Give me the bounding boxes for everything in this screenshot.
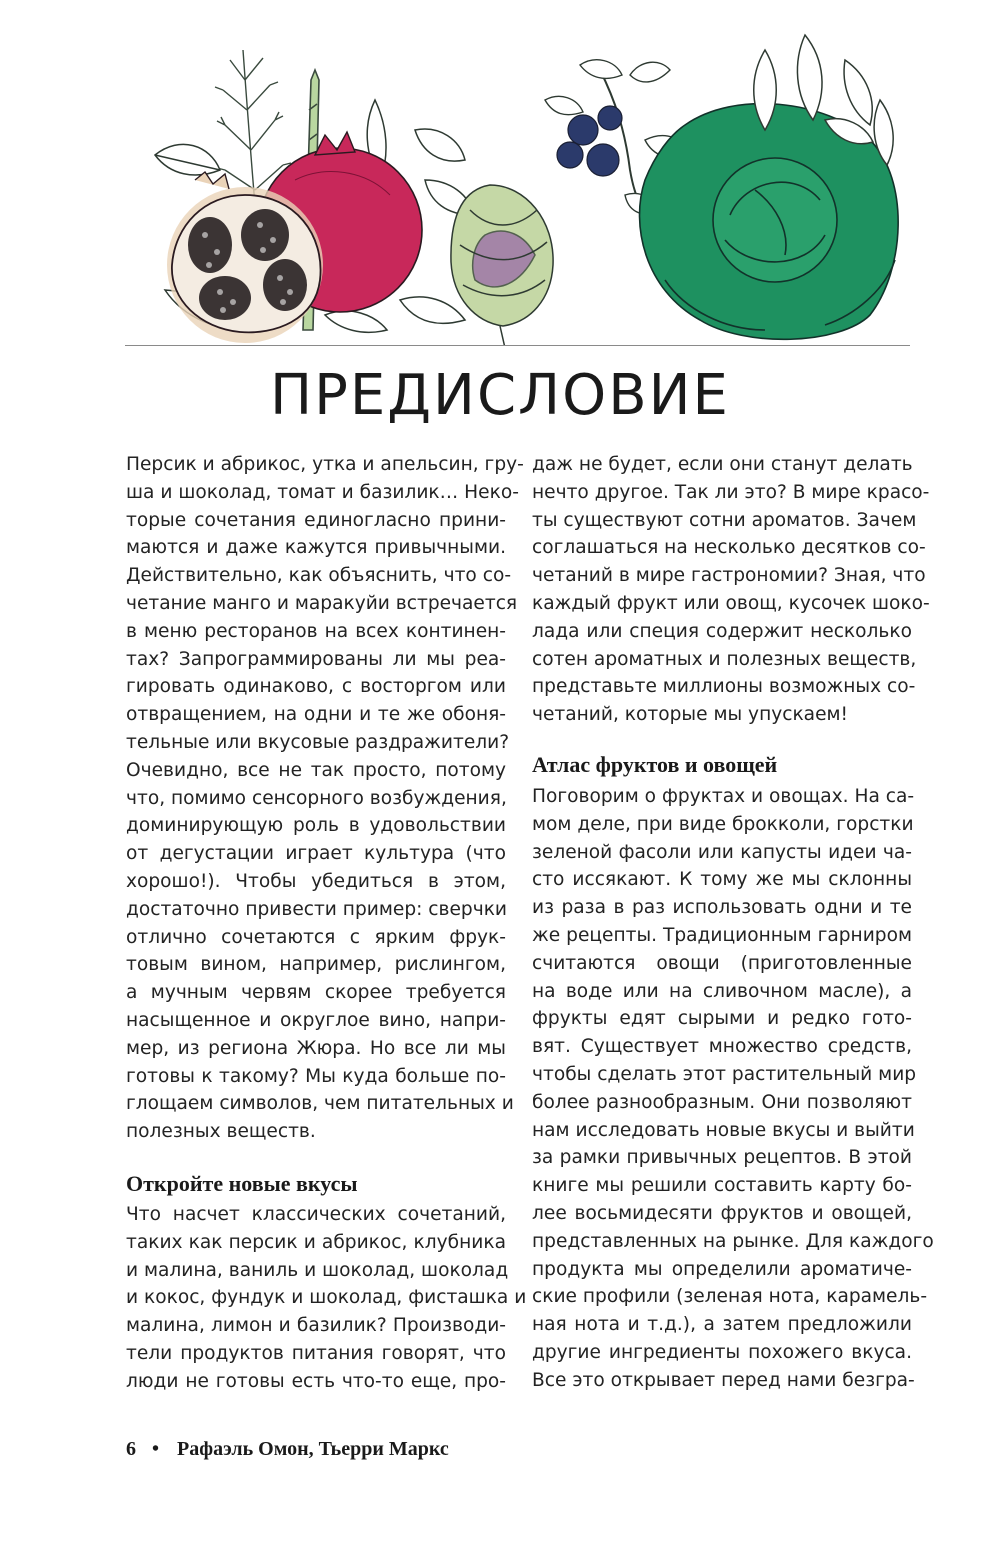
text-line: же рецепты. Традиционным гарниром xyxy=(532,924,912,946)
text-line: считаются овощи (приготовленные xyxy=(532,952,912,974)
left-column xyxy=(126,451,527,1396)
text-line: продукта мы определили ароматиче- xyxy=(532,1258,912,1280)
text-line: Все это открывает перед нами безгра- xyxy=(532,1369,915,1391)
text-line: и кокос, фундук и шоколад, фисташка и xyxy=(126,1287,527,1309)
text-line: Действительно, как объяснить, что со- xyxy=(126,565,512,587)
text-line: маются и даже кажутся привычными. xyxy=(126,537,506,559)
text-line: гировать одинаково, с восторгом или xyxy=(126,676,506,698)
text-line: мом деле, при виде брокколи, горстки xyxy=(532,813,914,835)
text-line: четаний в мире гастрономии? Зная, что xyxy=(532,565,926,587)
text-line: что, помимо сенсорного возбуждения, xyxy=(126,787,507,809)
text-line: другие ингредиенты похожего вкуса. xyxy=(532,1341,912,1363)
text-line: даж не будет, если они станут делать xyxy=(532,454,913,475)
page-number: 6 xyxy=(126,1438,136,1460)
text-line: торые сочетания единогласно прини- xyxy=(126,509,506,531)
text-line: достаточно привести пример: сверчки xyxy=(126,898,508,920)
page-footer xyxy=(126,1432,449,1466)
artichoke-icon xyxy=(451,185,553,346)
text-line: Персик и абрикос, утка и апельсин, гру- xyxy=(126,454,524,475)
text-line: Поговорим о фруктах и овощах. На са- xyxy=(532,785,915,807)
text-line: тах? Запрограммированы ли мы реа- xyxy=(126,648,506,670)
text-line: насыщенное и округлое вино, напри- xyxy=(126,1009,506,1031)
section-heading: Откройте новые вкусы xyxy=(126,1170,358,1196)
paragraph xyxy=(126,451,524,1146)
text-line: от дегустации играет культура (что xyxy=(126,843,506,865)
section-heading: Атлас фруктов и овощей xyxy=(532,751,778,777)
text-line: тельные или вкусовые раздражители? xyxy=(126,731,510,753)
footer-separator: • xyxy=(152,1438,160,1460)
paragraph xyxy=(126,1201,527,1396)
text-line: готовы к такому? Мы куда больше по- xyxy=(126,1065,506,1087)
text-line: а мучным червям скорее требуется xyxy=(126,982,506,1004)
text-line: на воде или на сливочном масле), а xyxy=(532,980,912,1002)
text-line: лее восьмидесяти фруктов и овощей, xyxy=(532,1202,912,1224)
text-line: Что насчет классических сочетаний, xyxy=(126,1203,506,1225)
text-line: хорошо!). Чтобы убедиться в этом, xyxy=(126,870,506,892)
text-line: сто иссякают. К тому же мы склонны xyxy=(532,869,912,891)
text-line: отвращением, на одни и те же обоня- xyxy=(126,704,506,726)
text-line: таких как персик и абрикос, клубника xyxy=(126,1231,506,1253)
text-line: глощаем символов, чем питательных и xyxy=(126,1093,514,1115)
text-line: лада или специя содержит несколько xyxy=(532,620,912,642)
footer-authors: Рафаэль Омон, Тьерри Маркс xyxy=(177,1438,449,1460)
text-line: четаний, которые мы упускаем! xyxy=(532,704,848,726)
text-line: зеленой фасоли или капусты идеи ча- xyxy=(532,841,912,863)
text-line: и малина, ваниль и шоколад, шоколад xyxy=(126,1259,509,1281)
right-column xyxy=(532,451,934,1395)
text-line: товым вином, например, рислингом, xyxy=(126,954,506,976)
paragraph xyxy=(532,783,934,1395)
text-line: каждый фрукт или овощ, кусочек шоко- xyxy=(532,592,930,614)
text-line: нечто другое. Так ли это? В мире красо- xyxy=(532,481,930,503)
text-line: ша и шоколад, томат и базилик… Неко- xyxy=(126,481,519,503)
text-line: отлично сочетаются с ярким фрук- xyxy=(126,926,506,948)
text-line: полезных веществ. xyxy=(126,1121,316,1143)
text-line: малина, лимон и базилик? Производи- xyxy=(126,1315,506,1337)
text-line: ты существуют сотни ароматов. Зачем xyxy=(532,509,917,531)
text-line: представленных на рынке. Для каждого xyxy=(532,1230,934,1252)
fruit-vegetable-illustration xyxy=(125,30,910,346)
text-line: вят. Существует множество средств, xyxy=(532,1036,912,1058)
page-title: ПРЕДИСЛОВИЕ xyxy=(270,363,730,428)
text-line: за рамки привычных рецептов. В этой xyxy=(532,1147,912,1169)
text-line: фрукты едят сырыми и редко гото- xyxy=(532,1008,912,1030)
text-line: соглашаться на несколько десятков со- xyxy=(532,537,926,559)
text-line: мер, из региона Жюра. Но все ли мы xyxy=(126,1037,506,1059)
text-line: Очевидно, все не так просто, потому xyxy=(126,759,506,781)
text-line: чтобы сделать этот растительный мир xyxy=(532,1063,917,1085)
text-line: из раза в раз использовать одни и те xyxy=(532,897,912,919)
text-line: книге мы решили составить карту бо- xyxy=(532,1175,912,1197)
header-divider xyxy=(125,345,910,346)
text-line: ная нота и т.д.), а затем предложили xyxy=(532,1314,912,1336)
text-line: в меню ресторанов на всех континен- xyxy=(126,620,506,642)
text-line: доминирующую роль в удовольствии xyxy=(126,815,506,837)
text-line: ские профили (зеленая нота, карамель- xyxy=(532,1286,928,1308)
text-line: более разнообразным. Они позволяют xyxy=(532,1091,912,1113)
text-line: представьте миллионы возможных со- xyxy=(532,676,916,698)
text-line: люди не готовы есть что-то еще, про- xyxy=(126,1370,506,1392)
text-line: четание манго и маракуйи встречается xyxy=(126,592,518,614)
text-line: сотен ароматных и полезных веществ, xyxy=(532,648,917,670)
text-line: тели продуктов питания говорят, что xyxy=(126,1342,506,1364)
text-line: нам исследовать новые вкусы и выйти xyxy=(532,1119,915,1141)
paragraph xyxy=(532,451,930,729)
